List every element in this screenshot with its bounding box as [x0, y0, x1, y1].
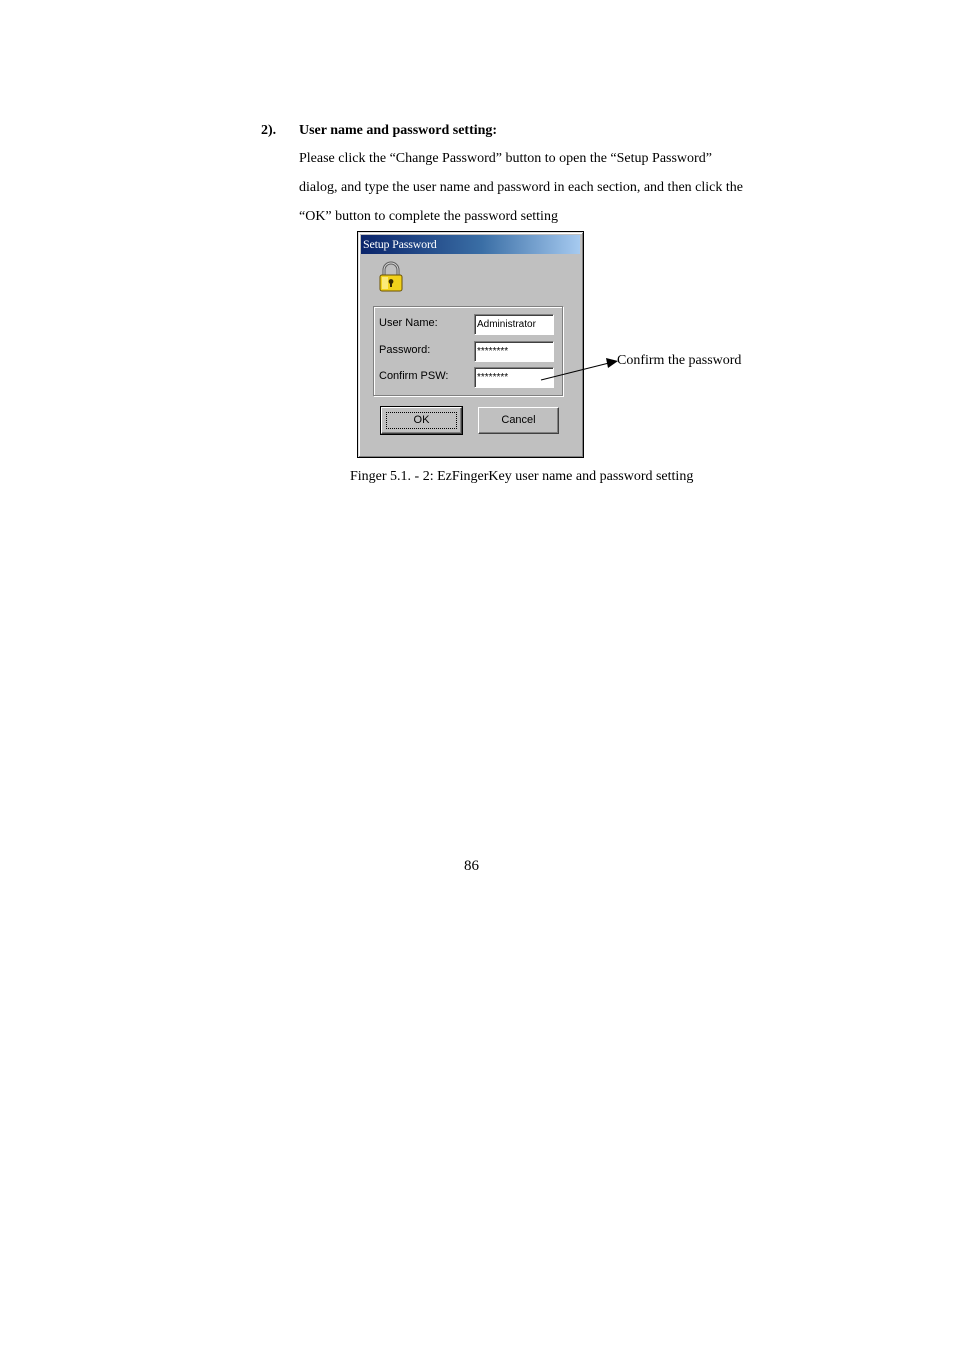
ok-button[interactable] — [381, 407, 462, 434]
annotation-arrow — [535, 352, 625, 387]
cancel-button-label: Cancel — [501, 414, 536, 426]
user-name-label: User Name: — [379, 317, 438, 329]
paragraph-line-2: dialog, and type the user name and password in each section, and then click the — [299, 180, 743, 195]
paragraph-line-1: Please click the “Change Password” button to open the “Setup Password” — [299, 151, 712, 166]
figure-caption: Finger 5.1. - 2: EzFingerKey user name and password setting — [350, 469, 694, 484]
confirm-password-input[interactable]: ******** — [474, 367, 554, 388]
page-number: 86 — [464, 858, 479, 874]
ok-button-label: OK — [413, 414, 430, 426]
paragraph-line-3: “OK” button to complete the password setting — [299, 209, 558, 224]
confirm-password-label: Confirm PSW: — [379, 370, 449, 382]
password-label: Password: — [379, 344, 431, 356]
user-name-input[interactable]: Administrator — [474, 314, 554, 335]
password-input[interactable]: ******** — [474, 341, 554, 362]
section-heading: User name and password setting: — [299, 123, 498, 138]
setup-password-dialog — [357, 231, 584, 458]
dialog-title: Setup Password — [363, 237, 437, 251]
focus-rect — [386, 412, 457, 429]
cancel-button[interactable] — [478, 407, 559, 434]
dialog-titlebar[interactable] — [361, 235, 580, 254]
padlock-icon — [377, 261, 405, 293]
section-number: 2). — [261, 123, 277, 138]
annotation-text: Confirm the password — [617, 353, 742, 368]
